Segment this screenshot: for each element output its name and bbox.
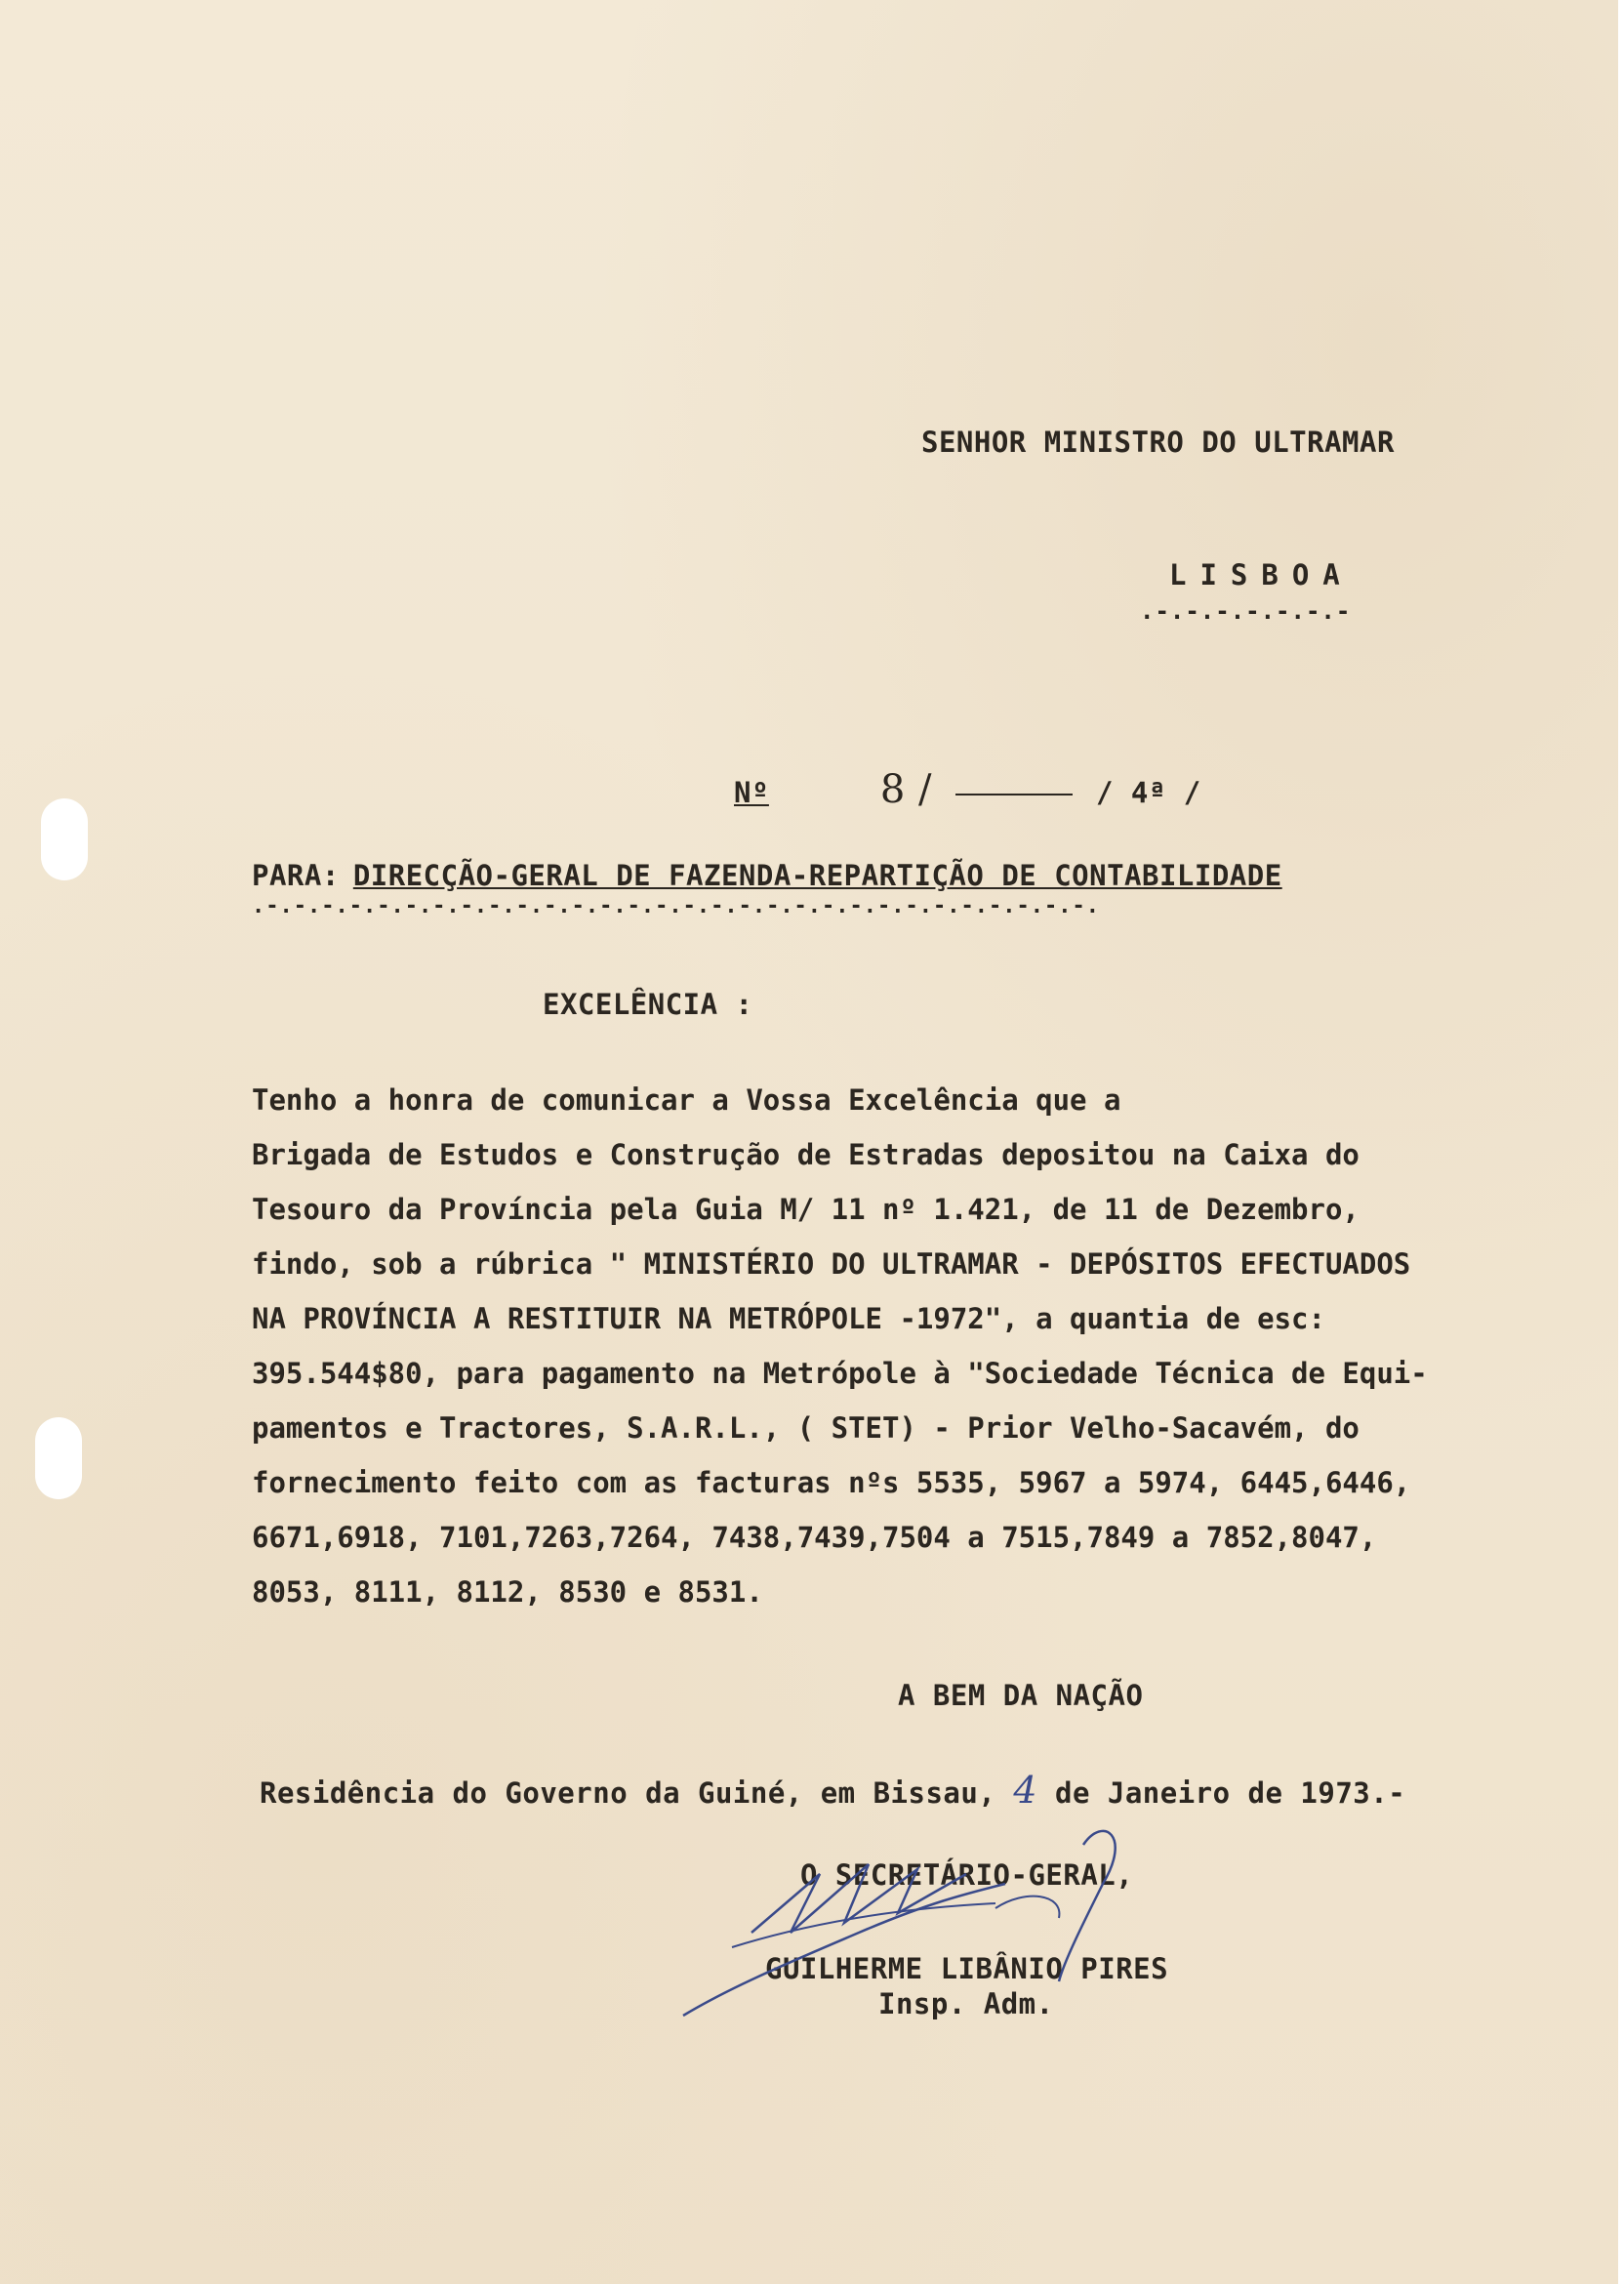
body-line: fornecimento feito com as facturas nºs 5535, 5967 a 5974, 6445,6446, — [252, 1466, 1411, 1499]
body-line: Brigada de Estudos e Construção de Estradas depositou na Caixa do — [252, 1138, 1360, 1171]
body-line: Tenho a honra de comunicar a Vossa Excelência que a — [252, 1083, 1121, 1117]
body-line: 395.544$80, para pagamento na Metrópole à "Sociedade Técnica de Equi- — [252, 1357, 1428, 1390]
place-date-prefix: Residência do Governo da Guiné, em Bissau, — [260, 1776, 996, 1810]
reference-label: Nº — [734, 776, 769, 809]
recipient-underline: .-.-.-.-.-.-.-.-.-.-.-.-.-.-.-.-.-.-.-.-.-.-.-.-.-.-.-.-.-.-. — [252, 894, 1100, 918]
addressee: SENHOR MINISTRO DO ULTRAMAR — [921, 426, 1395, 459]
recipient-value: DIRECÇÃO-GERAL DE FAZENDA-REPARTIÇÃO DE CONTABILIDADE — [352, 859, 1282, 892]
page-edge — [1618, 0, 1624, 2284]
signatory-name: GUILHERME LIBÂNIO PIRES — [765, 1952, 1169, 1985]
recipient-line — [252, 859, 1282, 892]
body-line: Tesouro da Província pela Guia M/ 11 nº 1.421, de 11 de Dezembro, — [252, 1193, 1360, 1226]
signatory-role: O SECRETÁRIO-GERAL, — [800, 1858, 1134, 1892]
city-underline: .-.-.-.-.-.-.- — [1140, 597, 1352, 625]
closing-formula: A BEM DA NAÇÃO — [898, 1679, 1144, 1712]
body-line: findo, sob a rúbrica " MINISTÉRIO DO ULTRAMAR - DEPÓSITOS EFECTUADOS — [252, 1247, 1411, 1281]
city: LISBOA — [1169, 558, 1354, 591]
handwritten-signature — [673, 1815, 1220, 2040]
signatory-title: Insp. Adm. — [878, 1987, 1054, 2020]
punch-hole — [41, 798, 88, 880]
body-line: 6671,6918, 7101,7263,7264, 7438,7439,7504 a 7515,7849 a 7852,8047, — [252, 1521, 1377, 1554]
body-line: 8053, 8111, 8112, 8530 e 8531. — [252, 1575, 763, 1609]
reference-rule — [955, 794, 1073, 795]
punch-hole — [35, 1417, 82, 1499]
body-line: pamentos e Tractores, S.A.R.L., ( STET) - Prior Velho-Sacavém, do — [252, 1411, 1360, 1445]
place-date-suffix: de Janeiro de 1973.- — [1055, 1776, 1406, 1810]
reference-suffix: / 4ª / — [1095, 776, 1201, 809]
date-day-handwritten: 4 — [1013, 1769, 1037, 1812]
body-line: NA PROVÍNCIA A RESTITUIR NA METRÓPOLE -1972", a quantia de esc: — [252, 1302, 1325, 1335]
recipient-label: PARA: — [252, 859, 340, 892]
reference-number-line — [734, 767, 1201, 812]
reference-number: 8 / — [879, 767, 933, 812]
salutation: EXCELÊNCIA : — [543, 988, 753, 1021]
place-and-date — [260, 1769, 1405, 1812]
